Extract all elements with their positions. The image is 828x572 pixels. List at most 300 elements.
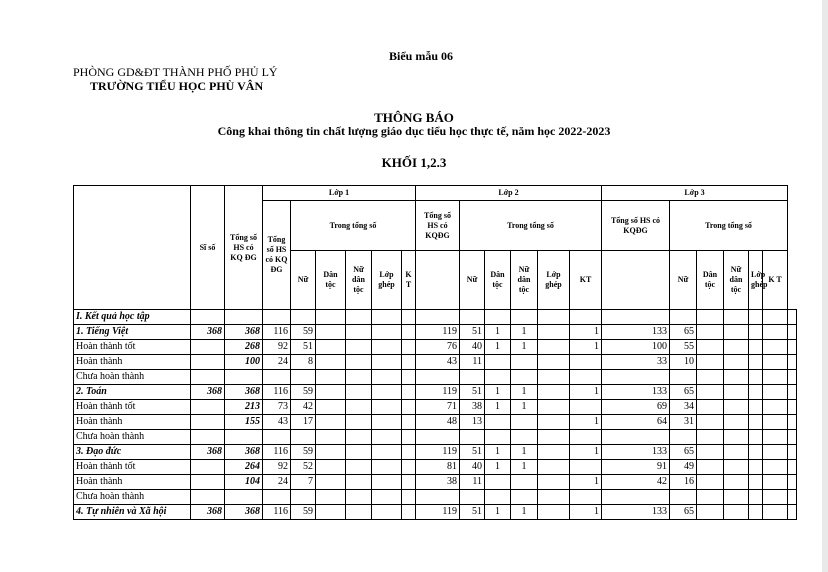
table-cell (372, 400, 402, 415)
table-cell: 49 (670, 460, 697, 475)
table-cell (346, 445, 372, 460)
table-cell (346, 385, 372, 400)
table-cell (372, 370, 402, 385)
table-cell: 1 (485, 460, 511, 475)
table-cell (191, 310, 225, 325)
table-cell (485, 430, 511, 445)
table-cell: 11 (460, 355, 485, 370)
table-cell (402, 385, 416, 400)
table-cell: 213 (225, 400, 263, 415)
table-cell (538, 415, 570, 430)
table-cell (763, 385, 788, 400)
table-cell (191, 460, 225, 475)
table-cell: 51 (291, 340, 316, 355)
table-cell (316, 445, 346, 460)
table-cell (263, 310, 291, 325)
table-cell (485, 355, 511, 370)
table-cell (697, 415, 724, 430)
table-cell (346, 460, 372, 475)
table-cell: 1 (485, 445, 511, 460)
table-cell: 51 (460, 385, 485, 400)
table-cell (749, 370, 763, 385)
table-cell (788, 400, 797, 415)
table-cell (372, 340, 402, 355)
table-row (74, 490, 797, 505)
table-cell (372, 490, 402, 505)
table-cell (402, 430, 416, 445)
header-g2-female-ethnic: Nữ dân tộc (511, 251, 538, 310)
table-cell (697, 400, 724, 415)
table-cell: 116 (263, 385, 291, 400)
header-g2-in-total: Trong tổng số (460, 201, 602, 251)
table-cell (788, 490, 797, 505)
table-cell: 10 (670, 355, 697, 370)
table-cell (291, 370, 316, 385)
table-cell (697, 445, 724, 460)
header-g3-kt: K T (763, 251, 788, 310)
table-cell: 11 (460, 475, 485, 490)
table-cell (460, 370, 485, 385)
table-cell (485, 475, 511, 490)
header-g2-ethnic: Dân tộc (485, 251, 511, 310)
table-cell: 65 (670, 505, 697, 520)
table-cell (402, 505, 416, 520)
table-cell (372, 415, 402, 430)
table-cell (538, 340, 570, 355)
table-cell: 1 (570, 385, 602, 400)
table-cell (511, 355, 538, 370)
table-cell (763, 400, 788, 415)
table-cell: 13 (460, 415, 485, 430)
table-cell (511, 430, 538, 445)
table-cell (402, 355, 416, 370)
table-cell (316, 310, 346, 325)
row-label: 2. Toán (74, 385, 191, 400)
table-cell (697, 505, 724, 520)
table-cell (346, 430, 372, 445)
table-cell (346, 490, 372, 505)
table-cell: 368 (191, 445, 225, 460)
table-cell (402, 310, 416, 325)
table-cell (749, 430, 763, 445)
table-cell (670, 490, 697, 505)
table-cell (602, 490, 670, 505)
table-cell (316, 475, 346, 490)
table-cell (749, 355, 763, 370)
header-g2-combined: Lớp ghép (538, 251, 570, 310)
table-cell (763, 355, 788, 370)
table-cell (346, 310, 372, 325)
table-row (74, 325, 797, 340)
header-grade3: Lớp 3 (602, 186, 788, 201)
table-cell (191, 370, 225, 385)
table-cell (749, 340, 763, 355)
table-cell: 1 (511, 445, 538, 460)
table-cell: 1 (485, 385, 511, 400)
table-cell: 116 (263, 445, 291, 460)
table-cell (763, 310, 788, 325)
table-cell (485, 490, 511, 505)
table-cell: 42 (602, 475, 670, 490)
header-g1-total: Tổng số HS có KQ ĐG (263, 201, 291, 310)
row-label: Chưa hoàn thành (74, 430, 191, 445)
table-cell (724, 445, 749, 460)
table-cell (291, 310, 316, 325)
table-cell (724, 415, 749, 430)
table-cell (225, 370, 263, 385)
table-cell (602, 310, 670, 325)
table-cell (316, 370, 346, 385)
table-cell: 1 (570, 505, 602, 520)
table-cell (724, 475, 749, 490)
table-cell (788, 325, 797, 340)
table-row (74, 310, 797, 325)
table-cell (670, 430, 697, 445)
table-row (74, 505, 797, 520)
table-cell (788, 415, 797, 430)
table-cell (724, 325, 749, 340)
row-label: Hoàn thành (74, 415, 191, 430)
row-label: Hoàn thành tốt (74, 460, 191, 475)
table-cell (570, 400, 602, 415)
row-label: 1. Tiếng Việt (74, 325, 191, 340)
table-cell (724, 355, 749, 370)
table-cell (291, 490, 316, 505)
table-cell (485, 415, 511, 430)
table-row (74, 445, 797, 460)
table-cell (316, 325, 346, 340)
table-cell (788, 460, 797, 475)
table-cell: 17 (291, 415, 316, 430)
table-cell (749, 475, 763, 490)
table-cell (749, 505, 763, 520)
table-row (74, 430, 797, 445)
table-cell (570, 430, 602, 445)
table-cell: 71 (416, 400, 460, 415)
table-cell (372, 385, 402, 400)
table-cell (538, 505, 570, 520)
notice-subtitle: Công khai thông tin chất lượng giáo dục tiểu học thực tế, năm học 2022-2023 (217, 124, 611, 138)
table-cell (191, 355, 225, 370)
table-cell (460, 490, 485, 505)
table-cell: 16 (670, 475, 697, 490)
header-g3-total-spacer (602, 251, 670, 310)
table-cell: 368 (191, 505, 225, 520)
table-cell: 1 (570, 325, 602, 340)
table-cell: 133 (602, 385, 670, 400)
table-cell (570, 355, 602, 370)
table-cell (724, 430, 749, 445)
table-cell (788, 355, 797, 370)
table-cell: 368 (191, 325, 225, 340)
table-cell (346, 355, 372, 370)
table-cell (346, 505, 372, 520)
table-cell (763, 415, 788, 430)
table-cell (346, 400, 372, 415)
table-cell (538, 445, 570, 460)
table-cell (749, 445, 763, 460)
table-row (74, 400, 797, 415)
header-total-hs: Tổng số HS có KQ ĐG (225, 186, 263, 310)
table-cell: 119 (416, 325, 460, 340)
table-row (74, 385, 797, 400)
table-cell (763, 445, 788, 460)
table-cell: 69 (602, 400, 670, 415)
table-cell (788, 340, 797, 355)
table-cell (763, 460, 788, 475)
table-cell (697, 430, 724, 445)
table-cell (538, 400, 570, 415)
table-cell: 368 (225, 325, 263, 340)
table-cell (749, 460, 763, 475)
header-g2-female: Nữ (460, 251, 485, 310)
table-cell: 116 (263, 325, 291, 340)
table-cell: 100 (602, 340, 670, 355)
table-cell (697, 355, 724, 370)
table-cell (763, 490, 788, 505)
table-cell (485, 370, 511, 385)
table-cell (724, 310, 749, 325)
table-cell (570, 370, 602, 385)
table-cell (670, 310, 697, 325)
table-cell (316, 400, 346, 415)
header-g1-female: Nữ (291, 251, 316, 310)
table-cell (416, 370, 460, 385)
table-cell: 59 (291, 385, 316, 400)
table-cell: 65 (670, 385, 697, 400)
table-row (74, 415, 797, 430)
table-cell: 43 (263, 415, 291, 430)
table-cell (788, 385, 797, 400)
table-cell (724, 385, 749, 400)
table-cell: 31 (670, 415, 697, 430)
table-cell (511, 415, 538, 430)
table-cell (372, 310, 402, 325)
table-cell (511, 310, 538, 325)
header-g1-ethnic: Dân tộc (316, 251, 346, 310)
header-g2-total: Tổng số HS có KQĐG (416, 201, 460, 251)
table-cell: 1 (570, 475, 602, 490)
table-cell: 73 (263, 400, 291, 415)
table-cell (763, 505, 788, 520)
table-cell: 1 (485, 340, 511, 355)
table-cell (670, 370, 697, 385)
table-cell (316, 490, 346, 505)
table-cell (724, 460, 749, 475)
table-cell: 116 (263, 505, 291, 520)
row-label: I. Kết quả học tập (74, 310, 191, 325)
table-cell: 76 (416, 340, 460, 355)
table-cell: 65 (670, 445, 697, 460)
table-cell (570, 490, 602, 505)
table-cell (416, 490, 460, 505)
table-cell (724, 400, 749, 415)
table-cell (538, 355, 570, 370)
header-row-1 (74, 186, 797, 201)
table-cell (191, 340, 225, 355)
table-cell (346, 370, 372, 385)
table-row (74, 370, 797, 385)
table-cell: 119 (416, 445, 460, 460)
table-cell (788, 505, 797, 520)
table-cell (372, 475, 402, 490)
table-cell (749, 415, 763, 430)
table-cell (511, 370, 538, 385)
table-cell (225, 430, 263, 445)
table-cell (749, 310, 763, 325)
table-cell (263, 430, 291, 445)
table-cell: 1 (570, 445, 602, 460)
table-cell (697, 340, 724, 355)
results-table (73, 185, 797, 520)
row-label: Hoàn thành (74, 475, 191, 490)
header-g1-female-ethnic: Nữ dân tộc (346, 251, 372, 310)
table-cell (788, 475, 797, 490)
table-cell (788, 310, 797, 325)
table-cell (697, 325, 724, 340)
table-cell: 368 (225, 385, 263, 400)
table-cell (697, 475, 724, 490)
table-cell: 38 (460, 400, 485, 415)
table-cell: 368 (191, 385, 225, 400)
table-cell: 368 (225, 505, 263, 520)
table-cell (402, 415, 416, 430)
header-category (74, 186, 191, 310)
table-cell (538, 370, 570, 385)
table-cell: 1 (511, 400, 538, 415)
table-cell (372, 355, 402, 370)
table-cell (416, 430, 460, 445)
table-cell: 59 (291, 445, 316, 460)
table-cell (316, 355, 346, 370)
table-cell: 368 (225, 445, 263, 460)
table-cell (724, 490, 749, 505)
table-cell (225, 310, 263, 325)
header-g1-kt: K T (402, 251, 416, 310)
table-cell (570, 460, 602, 475)
table-cell: 133 (602, 445, 670, 460)
table-cell (191, 415, 225, 430)
table-cell (346, 325, 372, 340)
table-cell: 119 (416, 505, 460, 520)
table-cell: 51 (460, 505, 485, 520)
table-row (74, 355, 797, 370)
department-name: PHÒNG GD&ĐT THÀNH PHỐ PHỦ LÝ (73, 65, 278, 79)
table-cell (763, 475, 788, 490)
table-cell (749, 400, 763, 415)
table-cell (511, 490, 538, 505)
table-cell: 1 (485, 400, 511, 415)
table-cell: 264 (225, 460, 263, 475)
table-cell: 268 (225, 340, 263, 355)
table-cell (372, 325, 402, 340)
table-cell (763, 370, 788, 385)
table-cell (538, 385, 570, 400)
table-cell (788, 445, 797, 460)
table-cell: 40 (460, 340, 485, 355)
table-cell (191, 490, 225, 505)
header-grade1: Lớp 1 (263, 186, 416, 201)
notice-title: THÔNG BÁO (374, 110, 454, 125)
table-cell (697, 490, 724, 505)
table-cell (724, 505, 749, 520)
table-cell: 1 (511, 505, 538, 520)
header-g3-in-total: Trong tổng số (670, 201, 788, 251)
table-cell: 1 (511, 460, 538, 475)
row-label: 4. Tự nhiên và Xã hội (74, 505, 191, 520)
table-cell: 55 (670, 340, 697, 355)
table-cell (511, 475, 538, 490)
table-cell (788, 370, 797, 385)
table-cell (763, 340, 788, 355)
table-cell (372, 430, 402, 445)
table-cell: 24 (263, 355, 291, 370)
header-g2-kt: KT (570, 251, 602, 310)
table-cell (697, 370, 724, 385)
header-g1-combined: Lớp ghép (372, 251, 402, 310)
header-g1-in-total: Trong tổng số (291, 201, 416, 251)
table-cell: 24 (263, 475, 291, 490)
table-row (74, 475, 797, 490)
table-cell (263, 370, 291, 385)
table-cell (402, 325, 416, 340)
table-cell: 59 (291, 505, 316, 520)
table-cell (346, 340, 372, 355)
table-cell (788, 430, 797, 445)
table-cell (697, 310, 724, 325)
table-cell: 1 (511, 325, 538, 340)
row-label: Chưa hoàn thành (74, 490, 191, 505)
page-edge (822, 0, 828, 572)
table-cell (402, 400, 416, 415)
table-cell (697, 460, 724, 475)
table-cell: 8 (291, 355, 316, 370)
table-cell (225, 490, 263, 505)
table-cell (316, 430, 346, 445)
table-cell: 34 (670, 400, 697, 415)
table-cell: 51 (460, 325, 485, 340)
table-cell: 59 (291, 325, 316, 340)
table-cell: 42 (291, 400, 316, 415)
table-cell (402, 445, 416, 460)
table-cell (460, 310, 485, 325)
table-cell: 119 (416, 385, 460, 400)
table-cell (570, 310, 602, 325)
table-cell: 48 (416, 415, 460, 430)
table-cell (602, 370, 670, 385)
table-cell (538, 325, 570, 340)
header-grade2: Lớp 2 (416, 186, 602, 201)
table-cell: 33 (602, 355, 670, 370)
table-cell: 40 (460, 460, 485, 475)
table-cell: 64 (602, 415, 670, 430)
header-g2-total-spacer (416, 251, 460, 310)
school-name: TRƯỜNG TIỂU HỌC PHÙ VÂN (90, 79, 264, 93)
table-cell: 52 (291, 460, 316, 475)
table-cell (538, 475, 570, 490)
table-cell (724, 370, 749, 385)
header-g3-combined: Lớp ghép (749, 251, 763, 310)
table-cell (538, 310, 570, 325)
table-cell: 1 (511, 340, 538, 355)
row-label: Chưa hoàn thành (74, 370, 191, 385)
table-cell (402, 460, 416, 475)
row-label: 3. Đạo đức (74, 445, 191, 460)
header-g3-female: Nữ (670, 251, 697, 310)
grade-label: KHỐI 1,2.3 (381, 155, 447, 170)
table-cell: 1 (485, 505, 511, 520)
table-cell: 7 (291, 475, 316, 490)
